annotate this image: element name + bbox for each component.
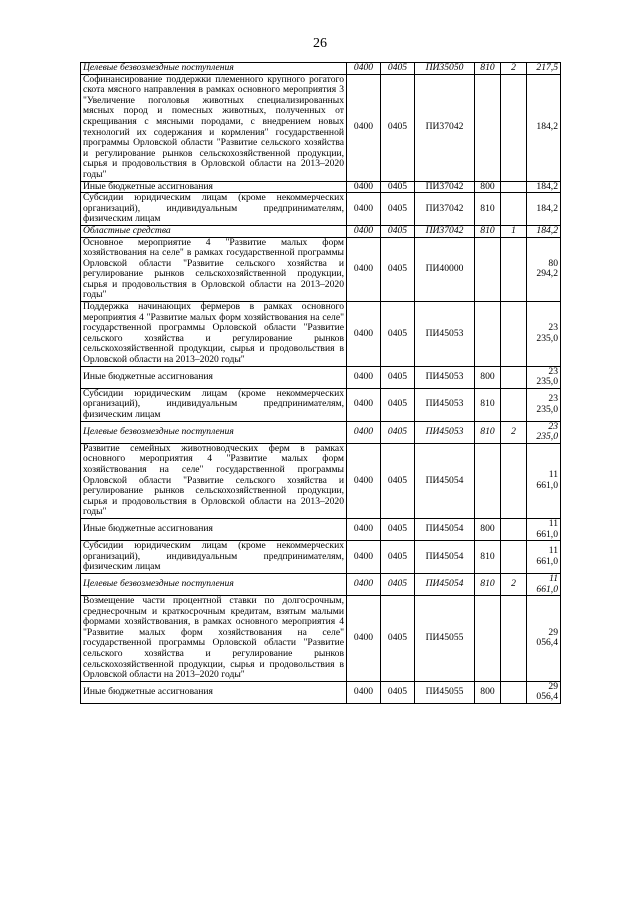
row-target-article-cell: ПИ45054 — [415, 573, 475, 595]
row-source-cell — [501, 518, 527, 540]
row-name-cell: Софинансирование поддержки племенного крупного рогатого скота мясного направления в рамках основного мероприятия 3 "Увеличение поголовья животных специализированных мясных пород и помесных животных, полученных от скрещивания с мясными породами, с внедрением новых технологий их содержания и кормления" государственной программы Орловской области "Развитие сельского хозяйства и регулирование рынков сельскохозяйственной продукции, сырья и продовольствия в Орловской области на 2013–2020 годы" — [81, 74, 347, 181]
row-amount-cell: 184,2 — [527, 74, 561, 181]
table-row — [81, 366, 561, 388]
row-section-cell: 0400 — [347, 443, 381, 518]
row-expense-type-cell — [475, 596, 501, 682]
row-section-cell: 0400 — [347, 596, 381, 682]
row-section-cell: 0400 — [347, 541, 381, 574]
row-section-cell: 0400 — [347, 302, 381, 367]
row-subsection-cell: 0405 — [381, 63, 415, 75]
row-expense-type-cell — [475, 443, 501, 518]
table-row — [81, 518, 561, 540]
row-amount-cell: 11 661,0 — [527, 518, 561, 540]
row-target-article-cell: ПИ45053 — [415, 421, 475, 443]
row-amount-cell: 184,2 — [527, 193, 561, 226]
row-name-cell: Иные бюджетные ассигнования — [81, 181, 347, 193]
row-subsection-cell: 0405 — [381, 573, 415, 595]
row-source-cell — [501, 181, 527, 193]
row-source-cell: 1 — [501, 225, 527, 237]
row-target-article-cell: ПИ45053 — [415, 388, 475, 421]
row-source-cell — [501, 193, 527, 226]
row-amount-cell: 217,5 — [527, 63, 561, 75]
table-row — [81, 302, 561, 367]
row-section-cell: 0400 — [347, 237, 381, 302]
row-expense-type-cell: 800 — [475, 366, 501, 388]
row-amount-cell: 184,2 — [527, 181, 561, 193]
row-target-article-cell: ПИ45054 — [415, 541, 475, 574]
row-target-article-cell: ПИ45053 — [415, 302, 475, 367]
row-source-cell — [501, 388, 527, 421]
row-subsection-cell: 0405 — [381, 193, 415, 226]
row-subsection-cell: 0405 — [381, 225, 415, 237]
row-subsection-cell: 0405 — [381, 302, 415, 367]
row-subsection-cell: 0405 — [381, 596, 415, 682]
row-name-cell: Иные бюджетные ассигнования — [81, 366, 347, 388]
row-amount-cell: 23 235,0 — [527, 366, 561, 388]
table-row — [81, 181, 561, 193]
row-expense-type-cell: 800 — [475, 181, 501, 193]
row-source-cell — [501, 596, 527, 682]
table-row — [81, 596, 561, 682]
row-expense-type-cell: 800 — [475, 681, 501, 703]
row-source-cell — [501, 681, 527, 703]
row-target-article-cell: ПИ37042 — [415, 225, 475, 237]
row-source-cell — [501, 74, 527, 181]
row-name-cell: Поддержка начинающих фермеров в рамках основного мероприятия 4 "Развитие малых форм хозяйствования на селе" государственной программы Орловской области "Развитие сельского хозяйства и регулирование рынков сельскохозяйственной продукции, сырья и продовольствия в Орловской области на 2013–2020 годы" — [81, 302, 347, 367]
page-number: 26 — [313, 36, 327, 51]
row-name-cell: Целевые безвозмездные поступления — [81, 421, 347, 443]
row-section-cell: 0400 — [347, 518, 381, 540]
budget-table-body — [81, 63, 561, 704]
row-amount-cell: 29 056,4 — [527, 596, 561, 682]
row-name-cell: Областные средства — [81, 225, 347, 237]
table-row — [81, 74, 561, 181]
row-subsection-cell: 0405 — [381, 237, 415, 302]
row-name-cell: Субсидии юридическим лицам (кроме некоммерческих организаций), индивидуальным предпринимателям, физическим лицам — [81, 541, 347, 574]
table-row — [81, 237, 561, 302]
row-name-cell: Целевые безвозмездные поступления — [81, 573, 347, 595]
row-subsection-cell: 0405 — [381, 541, 415, 574]
row-name-cell: Иные бюджетные ассигнования — [81, 518, 347, 540]
row-section-cell: 0400 — [347, 181, 381, 193]
row-target-article-cell: ПИ35050 — [415, 63, 475, 75]
row-source-cell — [501, 443, 527, 518]
row-source-cell: 2 — [501, 63, 527, 75]
row-source-cell: 2 — [501, 573, 527, 595]
row-name-cell: Субсидии юридическим лицам (кроме некоммерческих организаций), индивидуальным предпринимателям, физическим лицам — [81, 388, 347, 421]
row-expense-type-cell: 800 — [475, 518, 501, 540]
row-expense-type-cell: 810 — [475, 63, 501, 75]
row-target-article-cell: ПИ37042 — [415, 181, 475, 193]
row-section-cell: 0400 — [347, 193, 381, 226]
row-expense-type-cell — [475, 74, 501, 181]
row-subsection-cell: 0405 — [381, 421, 415, 443]
table-row — [81, 681, 561, 703]
row-source-cell — [501, 541, 527, 574]
row-section-cell: 0400 — [347, 63, 381, 75]
row-target-article-cell: ПИ45054 — [415, 518, 475, 540]
row-amount-cell: 29 056,4 — [527, 681, 561, 703]
row-amount-cell: 23 235,0 — [527, 302, 561, 367]
row-expense-type-cell: 810 — [475, 225, 501, 237]
row-section-cell: 0400 — [347, 74, 381, 181]
row-name-cell: Иные бюджетные ассигнования — [81, 681, 347, 703]
row-expense-type-cell: 810 — [475, 421, 501, 443]
row-amount-cell: 23 235,0 — [527, 388, 561, 421]
row-amount-cell: 80 294,2 — [527, 237, 561, 302]
row-expense-type-cell: 810 — [475, 193, 501, 226]
row-name-cell: Целевые безвозмездные поступления — [81, 63, 347, 75]
row-amount-cell: 184,2 — [527, 225, 561, 237]
row-subsection-cell: 0405 — [381, 518, 415, 540]
row-expense-type-cell — [475, 302, 501, 367]
row-target-article-cell: ПИ37042 — [415, 193, 475, 226]
row-amount-cell: 23 235,0 — [527, 421, 561, 443]
row-expense-type-cell: 810 — [475, 573, 501, 595]
row-amount-cell: 11 661,0 — [527, 443, 561, 518]
row-target-article-cell: ПИ45055 — [415, 596, 475, 682]
row-amount-cell: 11 661,0 — [527, 573, 561, 595]
row-subsection-cell: 0405 — [381, 681, 415, 703]
row-section-cell: 0400 — [347, 388, 381, 421]
row-source-cell — [501, 302, 527, 367]
row-target-article-cell: ПИ37042 — [415, 74, 475, 181]
row-target-article-cell: ПИ40000 — [415, 237, 475, 302]
row-expense-type-cell: 810 — [475, 388, 501, 421]
row-name-cell: Субсидии юридическим лицам (кроме некоммерческих организаций), индивидуальным предпринимателям, физическим лицам — [81, 193, 347, 226]
row-target-article-cell: ПИ45055 — [415, 681, 475, 703]
table-row — [81, 541, 561, 574]
table-row — [81, 573, 561, 595]
row-name-cell: Основное мероприятие 4 "Развитие малых форм хозяйствования на селе" в рамках государственной программы Орловской области "Развитие сельского хозяйства и регулирование рынков сельскохозяйственной продукции, сырья и продовольствия в Орловской области на 2013–2020 годы" — [81, 237, 347, 302]
row-section-cell: 0400 — [347, 366, 381, 388]
row-subsection-cell: 0405 — [381, 366, 415, 388]
row-name-cell: Возмещение части процентной ставки по долгосрочным, среднесрочным и краткосрочным кредитам, взятым малыми формами хозяйствования, в рамках основного мероприятия 4 "Развитие малых форм хозяйствования на селе" государственной программы Орловской области "Развитие сельского хозяйства и регулирование рынков сельскохозяйственной продукции, сырья и продовольствия в Орловской области на 2013–2020 годы" — [81, 596, 347, 682]
row-section-cell: 0400 — [347, 421, 381, 443]
row-section-cell: 0400 — [347, 681, 381, 703]
row-source-cell: 2 — [501, 421, 527, 443]
row-section-cell: 0400 — [347, 573, 381, 595]
row-section-cell: 0400 — [347, 225, 381, 237]
table-row — [81, 63, 561, 75]
row-source-cell — [501, 237, 527, 302]
table-row — [81, 443, 561, 518]
row-expense-type-cell: 810 — [475, 541, 501, 574]
row-subsection-cell: 0405 — [381, 74, 415, 181]
row-target-article-cell: ПИ45054 — [415, 443, 475, 518]
table-row — [81, 193, 561, 226]
table-row — [81, 388, 561, 421]
row-subsection-cell: 0405 — [381, 181, 415, 193]
table-row — [81, 421, 561, 443]
row-name-cell: Развитие семейных животноводческих ферм в рамках основного мероприятия 4 "Развитие малых форм хозяйствования на селе" государственной программы Орловской области "Развитие сельского хозяйства и регулирование рынков сельскохозяйственной продукции, сырья и продовольствия в Орловской области на 2013–2020 годы" — [81, 443, 347, 518]
budget-table — [80, 62, 561, 704]
row-subsection-cell: 0405 — [381, 388, 415, 421]
row-amount-cell: 11 661,0 — [527, 541, 561, 574]
table-row — [81, 225, 561, 237]
row-expense-type-cell — [475, 237, 501, 302]
row-source-cell — [501, 366, 527, 388]
row-target-article-cell: ПИ45053 — [415, 366, 475, 388]
row-subsection-cell: 0405 — [381, 443, 415, 518]
